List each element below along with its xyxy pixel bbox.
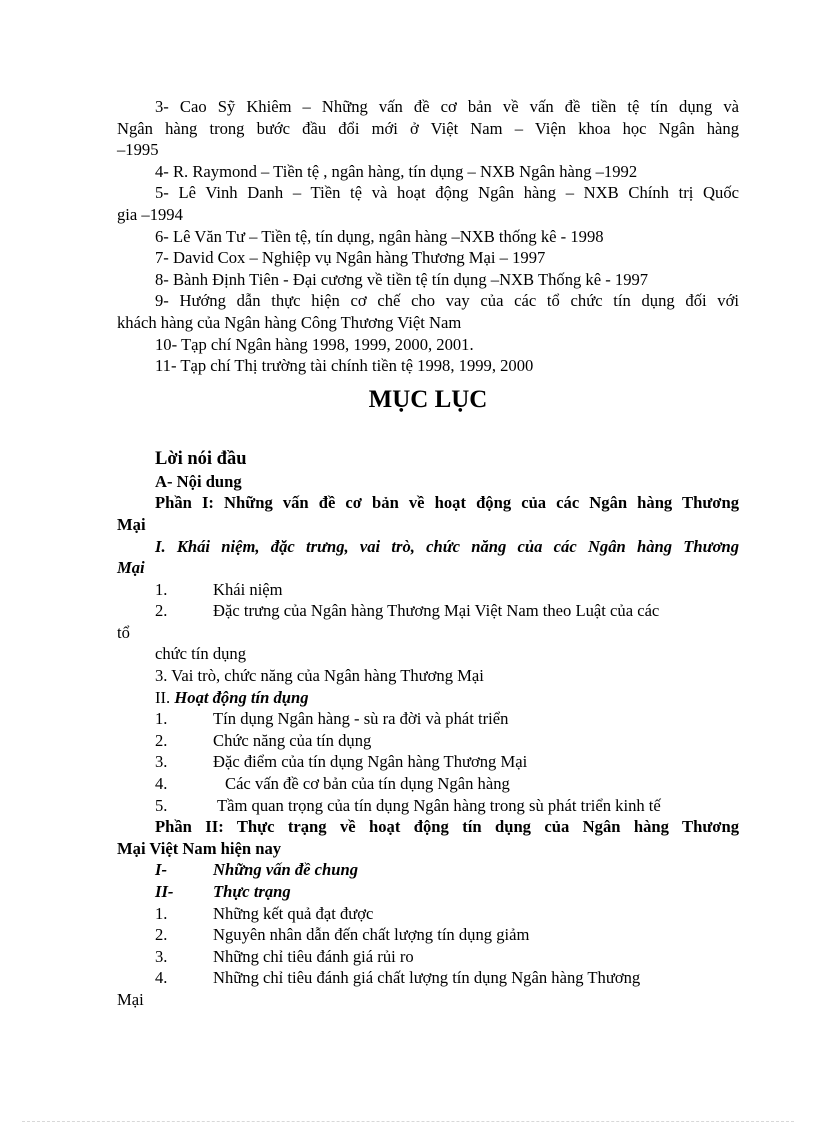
toc-phan1-line1: Phần I: Những vấn đề cơ bản về hoạt động của các Ngân hàng Thương bbox=[155, 493, 739, 513]
reference-10: 10- Tạp chí Ngân hàng 1998, 1999, 2000, 2001. bbox=[155, 334, 474, 354]
toc-item-2-1 bbox=[117, 708, 739, 730]
item-text: Các vấn đề cơ bản của tín dụng Ngân hàng bbox=[225, 774, 510, 794]
reference-3-line1: 3- Cao Sỹ Khiêm – Những vấn đề cơ bản về vấn đề tiền tệ tín dụng và bbox=[155, 97, 739, 116]
toc-item-2-4 bbox=[117, 773, 739, 795]
toc-p2-section-i bbox=[117, 859, 739, 881]
item-number: 4. bbox=[155, 774, 168, 794]
reference-6: 6- Lê Văn Tư – Tiền tệ, tín dụng, ngân hàng –NXB thống kê - 1998 bbox=[155, 226, 604, 246]
item-number: 2. bbox=[155, 925, 168, 945]
item-number: 3. bbox=[155, 752, 168, 772]
toc-item-1-2-cont: chức tín dụng bbox=[155, 644, 247, 664]
toc-item-2-2 bbox=[117, 730, 739, 752]
item-text: Đặc điểm của tín dụng Ngân hàng Thương Mại bbox=[213, 752, 528, 772]
toc-p2-section-ii bbox=[117, 881, 739, 903]
toc-title: MỤC LỤC bbox=[368, 385, 488, 413]
item-text: Nguyên nhân dẫn đến chất lượng tín dụng giảm bbox=[213, 925, 530, 945]
item-number: 5. bbox=[155, 795, 168, 815]
item-text: Những chỉ tiêu đánh giá rủi ro bbox=[213, 946, 414, 966]
section-number: II- bbox=[155, 882, 174, 901]
reference-8: 8- Bành Định Tiên - Đại cương về tiền tệ tín dụng –NXB Thống kê - 1997 bbox=[155, 269, 649, 289]
toc-phan1-line2: Mại bbox=[117, 514, 146, 534]
reference-7: 7- David Cox – Nghiệp vụ Ngân hàng Thương Mại – 1997 bbox=[155, 248, 546, 268]
toc-phan2-line1: Phần II: Thực trạng về hoạt động tín dụng của Ngân hàng Thương bbox=[155, 817, 739, 837]
toc-item-2-5 bbox=[117, 795, 739, 817]
item-number: 4. bbox=[155, 968, 168, 988]
item-number: 1. bbox=[155, 709, 168, 729]
toc-p2-item-4-wrap: Mại bbox=[117, 989, 144, 1009]
toc-section-a: A- Nội dung bbox=[155, 471, 242, 491]
reference-9-line1: 9- Hướng dẫn thực hiện cơ chế cho vay của các tổ chức tín dụng đối với bbox=[155, 291, 739, 311]
reference-9-line2: khách hàng của Ngân hàng Công Thương Việt Nam bbox=[117, 312, 462, 332]
toc-p2-item-1 bbox=[117, 903, 739, 925]
document-content bbox=[117, 96, 739, 1011]
item-number: 2. bbox=[155, 601, 168, 621]
item-text: Chức năng của tín dụng bbox=[213, 730, 372, 750]
item-number: 1. bbox=[155, 903, 168, 923]
toc-p2-item-2 bbox=[117, 924, 739, 946]
toc-phan2-line2: Mại Việt Nam hiện nay bbox=[117, 838, 282, 858]
section-number: I- bbox=[155, 860, 167, 880]
item-text: Tầm quan trọng của tín dụng Ngân hàng trong sù phát triển kinh tế bbox=[217, 795, 661, 815]
toc-item-1-3: 3. Vai trò, chức năng của Ngân hàng Thương Mại bbox=[155, 666, 484, 686]
page-bottom-divider bbox=[22, 1121, 794, 1122]
reference-11: 11- Tạp chí Thị trường tài chính tiền tệ 1998, 1999, 2000 bbox=[155, 356, 534, 376]
toc-item-2-3 bbox=[117, 751, 739, 773]
toc-p2-item-4 bbox=[117, 967, 739, 989]
toc-item-1-2-wrap: tổ bbox=[117, 622, 130, 642]
muc2-number: II. bbox=[155, 687, 171, 707]
item-number: 2. bbox=[155, 730, 168, 750]
reference-5-line1: 5- Lê Vinh Danh – Tiền tệ và hoạt động Ngân hàng – NXB Chính trị Quốc bbox=[155, 183, 739, 203]
item-text: Đặc trưng của Ngân hàng Thương Mại Việt Nam theo Luật của các bbox=[213, 601, 660, 621]
item-text: Khái niệm bbox=[213, 579, 283, 599]
reference-3-line3: –1995 bbox=[117, 140, 159, 160]
toc-muc2 bbox=[117, 687, 739, 709]
toc-item-1-2 bbox=[117, 600, 739, 622]
toc-p2-item-3 bbox=[117, 946, 739, 968]
toc-loi-noi-dau: Lời nói đầu bbox=[155, 448, 247, 469]
toc-item-1-1 bbox=[117, 579, 739, 601]
item-number: 1. bbox=[155, 579, 168, 599]
reference-5-line2: gia –1994 bbox=[117, 204, 183, 224]
muc2-text: Hoạt động tín dụng bbox=[174, 687, 309, 707]
reference-3-line2: Ngân hàng trong bước đầu đổi mới ở Việt Nam – Viện khoa học Ngân hàng bbox=[117, 118, 739, 138]
item-text: Những chỉ tiêu đánh giá chất lượng tín dụng Ngân hàng Thương bbox=[213, 968, 641, 988]
reference-4: 4- R. Raymond – Tiền tệ , ngân hàng, tín dụng – NXB Ngân hàng –1992 bbox=[155, 161, 638, 181]
toc-muc1-line1: I. Khái niệm, đặc trưng, vai trò, chức năng của các Ngân hàng Thương bbox=[155, 536, 739, 556]
section-text: Những vấn đề chung bbox=[213, 860, 359, 880]
toc-muc1-line2: Mại bbox=[117, 558, 145, 578]
item-text: Tín dụng Ngân hàng - sù ra đời và phát triển bbox=[213, 709, 509, 729]
item-text: Những kết quả đạt được bbox=[213, 903, 374, 923]
item-number: 3. bbox=[155, 946, 168, 966]
section-text: Thực trạng bbox=[213, 882, 291, 901]
